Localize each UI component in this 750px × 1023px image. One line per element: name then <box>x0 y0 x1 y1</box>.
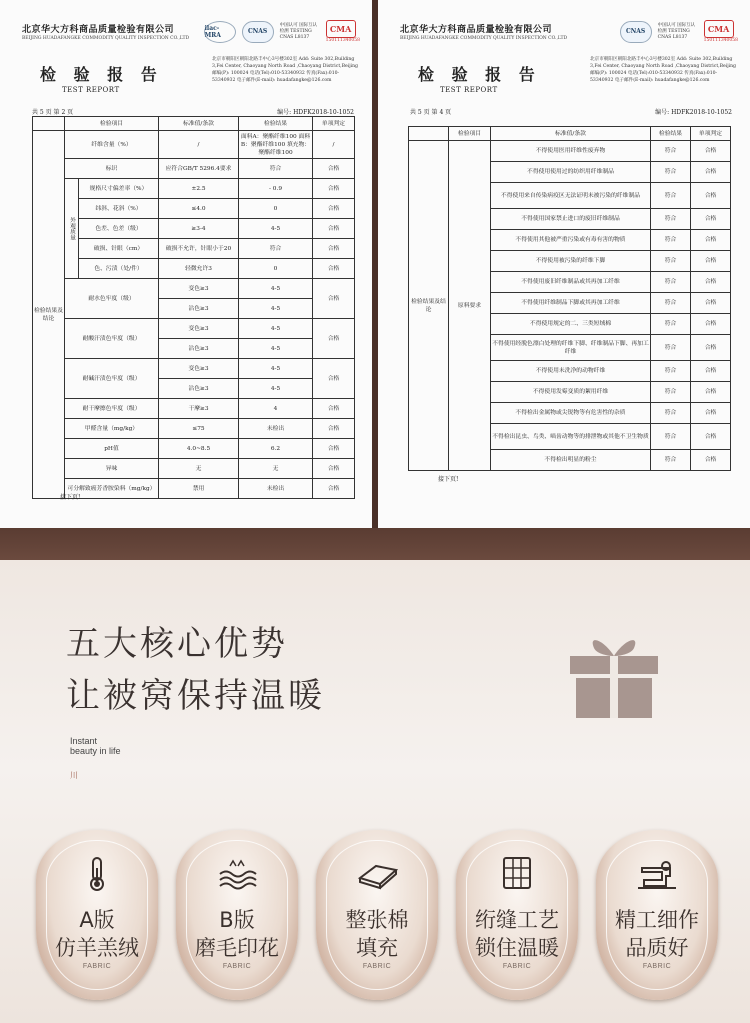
std-cell: 不得使用发霉变质的絮用纤维 <box>491 382 651 403</box>
header-blank <box>409 127 449 141</box>
cert-text: 中国认可 国际互认 检测 TESTING CNAS L8137 <box>279 22 318 40</box>
cotton-slab-icon <box>356 856 398 892</box>
item-cell: 异味 <box>65 459 159 479</box>
header-cell: 检验结果 <box>239 117 313 131</box>
item-cell: 纤维含量（%） <box>65 131 159 159</box>
judge-cell: 合格 <box>691 314 731 335</box>
report-title-en: TEST REPORT <box>440 86 498 94</box>
result-cell: 符合 <box>651 450 691 471</box>
grid-stitch-icon <box>496 856 538 892</box>
report-title-en: TEST REPORT <box>62 86 120 94</box>
judge-cell: 合格 <box>313 459 355 479</box>
judge-cell: 合格 <box>691 183 731 209</box>
result-cell: 4-5 <box>239 379 313 399</box>
feature-badge <box>316 830 438 1000</box>
tagline <box>70 736 150 756</box>
result-cell: 4-5 <box>239 359 313 379</box>
std-cell: 不得使用其他被严重污染或有毒有害的物质 <box>491 230 651 251</box>
std-cell: 不得使用纤维制品下脚或其再加工纤维 <box>491 293 651 314</box>
header-blank <box>33 117 65 131</box>
ilac-logo-icon: ilac-MRA <box>204 21 236 43</box>
table-row <box>33 259 355 279</box>
results-table <box>408 126 731 471</box>
judge-cell: 合格 <box>691 403 731 424</box>
header-item: 检验项目 <box>65 117 159 131</box>
item-cell: 破损、针眼（cm） <box>79 239 159 259</box>
cma-logo-icon: CMA <box>704 20 734 38</box>
section-label: 检验结果及结论 <box>409 141 449 471</box>
cert-text: 中国认可 国际互认 检测 TESTING CNAS L8137 <box>657 22 696 40</box>
result-cell: 符合 <box>651 141 691 162</box>
judge-cell: 合格 <box>691 424 731 450</box>
table-row <box>33 459 355 479</box>
item-cell: 色差、色差（级） <box>79 219 159 239</box>
header-cell: 检验结果 <box>651 127 691 141</box>
lab-name: 北京华大方科商品质量检验有限公司 <box>400 25 553 35</box>
lab-name-en: BEIJING HUADAFANGKE COMMODITY QUALITY INSPECTION CO.,LTD <box>400 36 568 41</box>
judge-cell: 合格 <box>691 450 731 471</box>
decor-mark: 川 <box>70 771 78 780</box>
badge-caption: FABRIC <box>502 963 532 970</box>
badge-caption: FABRIC <box>642 963 672 970</box>
gift-box-icon <box>566 626 662 722</box>
item-cell: 可分解致癌芳香胺染料（mg/kg） <box>65 479 159 499</box>
headline: 五大核心优势 <box>66 624 288 664</box>
judge-cell: 合格 <box>691 335 731 361</box>
std-cell: 不得使用废旧纤维制品或其再加工纤维 <box>491 272 651 293</box>
badge-subtitle: 锁住温暖 <box>475 936 559 960</box>
table-row <box>33 219 355 239</box>
item-cell: 规格尺寸偏差率（%） <box>79 179 159 199</box>
std-cell: 沾色≥3 <box>159 379 239 399</box>
result-cell: 符合 <box>651 183 691 209</box>
std-cell: 不得检出金属物或尖锐物等有危害性的杂质 <box>491 403 651 424</box>
table-row <box>33 479 355 499</box>
result-cell: 符合 <box>651 230 691 251</box>
lab-name-en: BEIJING HUADAFANGKE COMMODITY QUALITY INSPECTION CO.,LTD <box>22 36 190 41</box>
std-cell: 不得检出明显的粉尘 <box>491 450 651 471</box>
badge-subtitle: 仿羊羔绒 <box>55 936 139 960</box>
page-info <box>32 107 354 116</box>
std-cell: 沾色≥3 <box>159 339 239 359</box>
judge-cell: 合格 <box>313 399 355 419</box>
judge-cell: 合格 <box>313 199 355 219</box>
result-cell: 4 <box>239 399 313 419</box>
lab-name: 北京华大方科商品质量检验有限公司 <box>22 25 175 35</box>
header-item: 检验项目 <box>449 127 491 141</box>
item-cell: 标识 <box>65 159 159 179</box>
std-cell: 破损不允许，针眼小于20 <box>159 239 239 259</box>
std-cell: 不得使用经脱色漂白处理的纤维下脚、纤维制品下脚、再加工纤维 <box>491 335 651 361</box>
judge-cell: 合格 <box>313 159 355 179</box>
std-cell: ≥3-4 <box>159 219 239 239</box>
judge-cell: 合格 <box>313 359 355 399</box>
judge-cell: 合格 <box>313 439 355 459</box>
judge-cell: 合格 <box>691 230 731 251</box>
judge-cell: 合格 <box>313 319 355 359</box>
item-cell: pH值 <box>65 439 159 459</box>
item-cell: 甲醛含量（mg/kg） <box>65 419 159 439</box>
std-cell: 不得检出昆虫、鸟类、啮齿动物等的排泄物或其他不卫生物质 <box>491 424 651 450</box>
result-cell: 4-5 <box>239 339 313 359</box>
table-row <box>33 399 355 419</box>
badge-subtitle: 磨毛印花 <box>195 936 279 960</box>
cert-logos <box>620 20 738 43</box>
judge-cell: 合格 <box>313 419 355 439</box>
table-row <box>33 319 355 339</box>
table-row <box>33 239 355 259</box>
std-cell: 干摩≥3 <box>159 399 239 419</box>
result-cell: 符合 <box>651 293 691 314</box>
std-cell: 沾色≥3 <box>159 299 239 319</box>
item-cell: 纬斜、花斜（%） <box>79 199 159 219</box>
table-row <box>33 419 355 439</box>
header-cell: 单项判定 <box>691 127 731 141</box>
result-cell: 4-5 <box>239 219 313 239</box>
std-cell: 轻微允许3 <box>159 259 239 279</box>
result-cell: 4-5 <box>239 279 313 299</box>
result-cell: 符合 <box>651 361 691 382</box>
lab-address: 北京市朝阳区朝阳北路丰中心3号楼302室 Add: Suite 302,Building 3,Fei Center, Chaoyang North Road ,Chaoyang District,Beijing 邮编(P): 100024 电话(Tel):010-53340932 传真(Fax):010-53340932 电子邮件(E-mail): huadafangke@126.com <box>590 57 737 83</box>
std-cell: 不得使用国家禁止进口的废旧纤维制品 <box>491 209 651 230</box>
cnas-logo-icon: CNAS <box>242 21 274 43</box>
thermometer-icon <box>76 856 118 892</box>
judge-cell: 合格 <box>313 279 355 319</box>
table-header-row <box>409 127 731 141</box>
std-cell: 不得使用被污染的纤维下脚 <box>491 251 651 272</box>
report-page-2 <box>0 0 372 528</box>
judge-cell: 合格 <box>691 272 731 293</box>
std-cell: ±2.5 <box>159 179 239 199</box>
judge-cell: 合格 <box>691 293 731 314</box>
material-label: 原料要求 <box>449 141 491 471</box>
badge-caption: FABRIC <box>362 963 392 970</box>
std-cell: 不得使用未洗净的动物纤维 <box>491 361 651 382</box>
std-cell: 不得使用来自传染病疫区无法证明未被污染的纤维制品 <box>491 183 651 209</box>
judge-cell: 合格 <box>691 141 731 162</box>
item-cell: 耐碱汗渍色牢度（级） <box>65 359 159 399</box>
std-cell: 禁用 <box>159 479 239 499</box>
cnas-logo-icon: CNAS <box>620 21 652 43</box>
feature-badge <box>456 830 578 1000</box>
feature-badge <box>176 830 298 1000</box>
std-cell: / <box>159 131 239 159</box>
subheadline: 让被窝保持温暖 <box>66 676 325 716</box>
result-cell: 符合 <box>651 209 691 230</box>
result-cell: 符合 <box>651 403 691 424</box>
wavy-fabric-icon <box>216 856 258 892</box>
result-cell: 面料A：聚酯纤维100 面料B：聚酯纤维100 填充物：聚酯纤维100 <box>239 131 313 159</box>
sewing-machine-icon <box>636 856 678 892</box>
result-cell: 符合 <box>239 239 313 259</box>
judge-cell: 合格 <box>313 219 355 239</box>
result-cell: 未检出 <box>239 419 313 439</box>
badge-subtitle: 品质好 <box>625 936 689 960</box>
result-cell: 符合 <box>651 424 691 450</box>
badge-title: A版 <box>79 908 115 932</box>
badge-caption: FABRIC <box>82 963 112 970</box>
table-row <box>33 159 355 179</box>
header-cell: 标准值/条款 <box>159 117 239 131</box>
result-cell: 符合 <box>239 159 313 179</box>
std-cell: 不得使用规定的二、三类短绒棉 <box>491 314 651 335</box>
std-cell: ≤4.0 <box>159 199 239 219</box>
page-counter: 共 5 页 第 2 页 <box>32 109 74 116</box>
std-cell: 应符合GB/T 5296.4要求 <box>159 159 239 179</box>
badge-subtitle: 填充 <box>356 936 398 960</box>
table-row <box>33 179 355 199</box>
result-cell: 0 <box>239 259 313 279</box>
std-cell: 无 <box>159 459 239 479</box>
item-cell: 耐水色牢度（级） <box>65 279 159 319</box>
std-cell: 不得使用使用过的纺织用纤维制品 <box>491 162 651 183</box>
result-cell: - 0.9 <box>239 179 313 199</box>
item-cell: 耐干摩擦色牢度（级） <box>65 399 159 419</box>
result-cell: 符合 <box>651 382 691 403</box>
badge-title: 绗缝工艺 <box>475 908 559 932</box>
report-page-4 <box>378 0 750 528</box>
result-cell: 符合 <box>651 162 691 183</box>
result-cell: 符合 <box>651 335 691 361</box>
item-cell: 色、污渍（处/件） <box>79 259 159 279</box>
judge-cell: 合格 <box>313 259 355 279</box>
badge-caption: FABRIC <box>222 963 252 970</box>
continue-note: 接下页! <box>60 494 81 501</box>
section-label: 检验结果及结论 <box>33 131 65 499</box>
table-row <box>33 439 355 459</box>
result-cell: 未检出 <box>239 479 313 499</box>
table-row <box>33 131 355 159</box>
header-cell: 标准值/条款 <box>491 127 651 141</box>
item-cell: 耐酸汗渍色牢度（级） <box>65 319 159 359</box>
std-cell: 4.0~8.5 <box>159 439 239 459</box>
header-cell: 单项判定 <box>313 117 355 131</box>
table-row <box>33 359 355 379</box>
badge-title: 整张棉 <box>345 908 409 932</box>
page-info <box>410 107 732 116</box>
judge-cell: 合格 <box>691 251 731 272</box>
judge-cell: 合格 <box>313 179 355 199</box>
table-row <box>33 279 355 299</box>
feature-badge <box>36 830 158 1000</box>
appearance-label: 外观质量 <box>65 179 79 279</box>
result-cell: 0 <box>239 199 313 219</box>
report-title: 检 验 报 告 <box>418 65 541 84</box>
results-table <box>32 116 355 499</box>
judge-cell: 合格 <box>691 162 731 183</box>
cert-number: 150111340058 <box>325 38 360 43</box>
std-cell: 变色≥3 <box>159 279 239 299</box>
cma-logo-icon: CMA <box>326 20 356 38</box>
result-cell: 符合 <box>651 251 691 272</box>
judge-cell: 合格 <box>313 479 355 499</box>
result-cell: 符合 <box>651 272 691 293</box>
continue-note: 接下页! <box>438 476 459 483</box>
report-number: 编号: HDFK2018-10-1052 <box>277 109 354 116</box>
report-title: 检 验 报 告 <box>40 65 163 84</box>
report-number: 编号: HDFK2018-10-1052 <box>655 109 732 116</box>
cert-number: 150111340058 <box>703 38 738 43</box>
result-cell: 4-5 <box>239 319 313 339</box>
std-cell: 变色≥3 <box>159 319 239 339</box>
std-cell: ≤75 <box>159 419 239 439</box>
judge-cell: / <box>313 131 355 159</box>
judge-cell: 合格 <box>691 361 731 382</box>
lab-address: 北京市朝阳区朝阳北路丰中心3号楼302室 Add: Suite 302,Building 3,Fei Center, Chaoyang North Road ,Chaoyang District,Beijing 邮编(P): 100024 电话(Tel):010-53340932 传真(Fax):010-53340932 电子邮件(E-mail): huadafangke@126.com <box>212 57 359 83</box>
judge-cell: 合格 <box>691 209 731 230</box>
page-counter: 共 5 页 第 4 页 <box>410 109 452 116</box>
badge-title: 精工细作 <box>615 908 699 932</box>
judge-cell: 合格 <box>313 239 355 259</box>
table-row <box>33 199 355 219</box>
table-row <box>409 141 731 162</box>
badge-title: B版 <box>219 908 255 932</box>
result-cell: 4-5 <box>239 299 313 319</box>
tagline-line1: Instant <box>70 736 98 746</box>
table-header-row <box>33 117 355 131</box>
std-cell: 不得使用医用纤维性废弃物 <box>491 141 651 162</box>
result-cell: 6.2 <box>239 439 313 459</box>
std-cell: 变色≥3 <box>159 359 239 379</box>
judge-cell: 合格 <box>691 382 731 403</box>
feature-badge <box>596 830 718 1000</box>
cert-logos <box>204 20 360 43</box>
result-cell: 无 <box>239 459 313 479</box>
tagline-line2: beauty in life <box>70 746 121 756</box>
result-cell: 符合 <box>651 314 691 335</box>
